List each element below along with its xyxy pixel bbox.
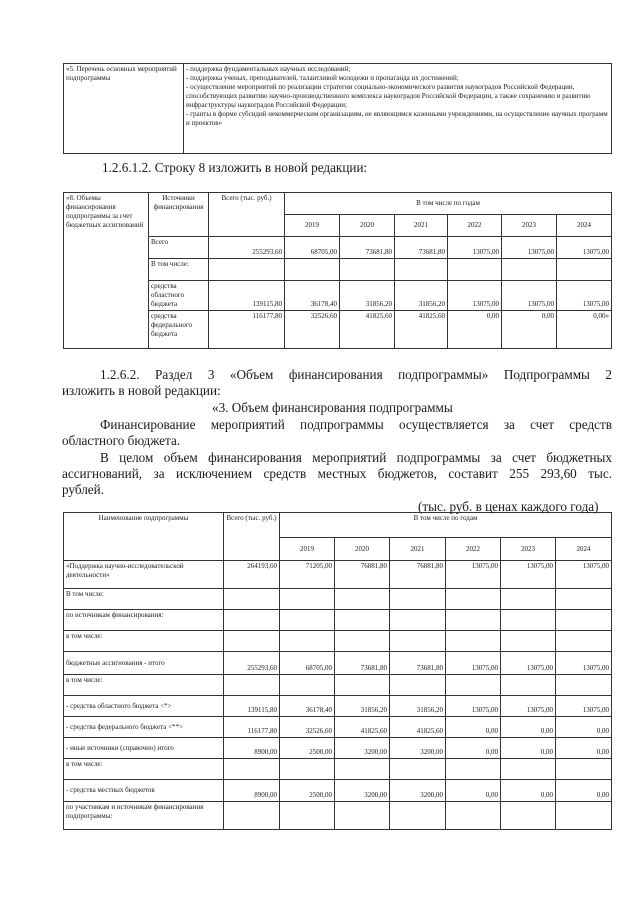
year-header: 2019 (280, 538, 335, 561)
cell-value: 0,00 (501, 780, 556, 802)
row-label: в том числе: (64, 759, 224, 780)
cell-value: 41825,60 (395, 311, 448, 349)
cell-total: 255293,60 (209, 237, 285, 259)
cell-value: 0,00 (556, 780, 612, 802)
year-header: 2021 (395, 215, 448, 237)
paragraph-1-2-6-1-2: 1.2.6.1.2. Строку 8 изложить в новой редакции: (102, 160, 368, 175)
cell-value: 0,00 (446, 717, 501, 738)
paragraph-financing-cont: областного бюджета. (62, 433, 181, 448)
row-label: Всего (149, 237, 209, 259)
table-row (64, 631, 612, 652)
cell-value: 0,00 (556, 738, 612, 759)
year-header: 2020 (335, 538, 390, 561)
year-header: 2022 (446, 538, 501, 561)
cell-value: 76881,80 (335, 561, 390, 589)
row-label: средства областного бюджета (149, 281, 209, 311)
col-header-years: В том числе по годам (285, 193, 612, 215)
cell-value: 73681,80 (395, 237, 448, 259)
row-label: В том числе: (149, 259, 209, 281)
row-label: - средства областного бюджета <*> (64, 696, 224, 717)
year-header: 2019 (285, 215, 340, 237)
cell-value: 3200,00 (335, 780, 390, 802)
cell-value: 3200,00 (390, 780, 446, 802)
cell-value: 76881,80 (390, 561, 446, 589)
cell-value: 0,00 (448, 311, 502, 349)
cell-value: 0,00 (501, 738, 556, 759)
cell-value: 31856,20 (390, 696, 446, 717)
paragraph-financing: Финансирование мероприятий подпрограммы осуществляется за счет средств (100, 417, 612, 432)
cell-value: 31856,20 (335, 696, 390, 717)
cell-value: 13075,00 (502, 281, 557, 311)
year-header: 2023 (501, 538, 556, 561)
cell-value: 3200,00 (335, 738, 390, 759)
row-label: бюджетные ассигнования - итого (64, 652, 224, 675)
cell-value: 41825,60 (340, 311, 395, 349)
cell-total: 8900,00 (224, 738, 280, 759)
year-header: 2024 (557, 215, 612, 237)
cell-total: 139115,80 (209, 281, 285, 311)
cell-value: 68705,00 (280, 652, 335, 675)
paragraph-1-2-6-2-cont: изложить в новой редакции: (62, 383, 221, 398)
table-financing-volumes (63, 192, 612, 349)
cell-total: 116177,80 (209, 311, 285, 349)
cell-value: 36178,40 (285, 281, 340, 311)
cell-value: 36178,40 (280, 696, 335, 717)
table-row (64, 717, 612, 738)
cell-value: 3200,00 (390, 738, 446, 759)
table-row (64, 589, 612, 610)
cell-value: 0,00 (446, 738, 501, 759)
cell-total: 8900,00 (224, 780, 280, 802)
activities-list: - поддержка фундаментальных научных исследований; - поддержка ученых, преподавателей, талантливой молодежи и пропаганда их достижений; - осуществление мероприятий по реализации стратегии социально-экономического развития наукоградов Российской Федерации, способствующих развитию научно-производственного комплекса наукоградов Российской Федерации, а также сохранению и развитию инфраструктуры наукоградов Российской Федерации; - гранты в форме субсидий некоммерческим организациям, не являющимся казенными учреждениями, на осуществление научных программ и проектов» (184, 64, 612, 154)
cell-value: 13075,00 (502, 237, 557, 259)
year-header: 2022 (448, 215, 502, 237)
cell-total: 116177,80 (224, 717, 280, 738)
col-header-years: В том числе по годам (280, 513, 612, 538)
year-header: 2023 (502, 215, 557, 237)
row-label: средства федерального бюджета (149, 311, 209, 349)
cell-value: 31856,20 (340, 281, 395, 311)
table-subprogram-financing (63, 512, 612, 830)
cell-value: 13075,00 (556, 652, 612, 675)
cell-value: 13075,00 (557, 281, 612, 311)
row-label: в том числе: (64, 631, 224, 652)
cell-value: 13075,00 (446, 652, 501, 675)
table-row (64, 675, 612, 696)
row-label: - иные источники (справочно) итого (64, 738, 224, 759)
cell-value: 2500,00 (280, 738, 335, 759)
cell-total: 139115,80 (224, 696, 280, 717)
year-header: 2020 (340, 215, 395, 237)
cell-value: 73681,80 (390, 652, 446, 675)
row-label: «8. Объемы финансирования подпрограммы за счет бюджетных ассигнований (64, 193, 149, 349)
cell-value: 13075,00 (556, 561, 612, 589)
table-row (64, 738, 612, 759)
row-label: «Поддержка научно-исследовательской деятельности» (64, 561, 224, 589)
row-label: - средства местных бюджетов (64, 780, 224, 802)
paragraph-total-end: рублей. (62, 482, 105, 497)
cell-value: 32526,60 (285, 311, 340, 349)
cell-value: 13075,00 (501, 652, 556, 675)
year-header: 2021 (390, 538, 446, 561)
table-row (64, 780, 612, 802)
table-main-activities (63, 63, 612, 154)
cell-value: 71205,00 (280, 561, 335, 589)
units-note: (тыс. руб. в ценах каждого года) (418, 499, 599, 514)
row-label: в том числе: (64, 675, 224, 696)
table-row (64, 652, 612, 675)
cell-total: 255293,60 (224, 652, 280, 675)
cell-value: 73681,80 (340, 237, 395, 259)
col-header-total: Всего (тыс. руб.) (209, 193, 285, 237)
table-row (64, 64, 612, 154)
cell-value: 0,00 (502, 311, 557, 349)
section-heading: «3. Объем финансирования подпрограммы (212, 400, 453, 415)
col-header-source: Источники финансирования (149, 193, 209, 237)
paragraph-1-2-6-2: 1.2.6.2. Раздел 3 «Объем финансирования подпрограммы» Подпрограммы 2 (100, 367, 612, 382)
cell-value: 13075,00 (501, 696, 556, 717)
col-header-name: Наименование подпрограммы (64, 513, 224, 561)
table-row (64, 759, 612, 780)
row-label: В том числе: (64, 589, 224, 610)
table-row (64, 802, 612, 830)
cell-value: 0,00 (501, 717, 556, 738)
cell-value: 0,00» (557, 311, 612, 349)
cell-value: 2500,00 (280, 780, 335, 802)
cell-value: 68705,00 (285, 237, 340, 259)
table-row (64, 561, 612, 589)
row-label: - средства федерального бюджета <**> (64, 717, 224, 738)
cell-value: 13075,00 (557, 237, 612, 259)
cell-value: 41825,60 (390, 717, 446, 738)
cell-value: 13075,00 (448, 281, 502, 311)
year-header: 2024 (556, 538, 612, 561)
col-header-total: Всего (тыс. руб.) (224, 513, 280, 561)
row-label: по участникам и источникам финансирования подпрограммы: (64, 802, 224, 830)
cell-value: 13075,00 (448, 237, 502, 259)
paragraph-total: В целом объем финансирования мероприятий подпрограммы за счет бюджетных (100, 450, 612, 465)
cell-value: 32526,60 (280, 717, 335, 738)
row-label: по источникам финансирования: (64, 610, 224, 631)
table-row (64, 610, 612, 631)
cell-value: 13075,00 (446, 561, 501, 589)
paragraph-total-cont: ассигнований, за исключением средств местных бюджетов, составит 255 293,60 тыс. (62, 466, 612, 481)
row-label: «5. Перечень основных мероприятий подпрограммы (64, 64, 184, 154)
cell-value: 41825,60 (335, 717, 390, 738)
cell-value: 13075,00 (556, 696, 612, 717)
cell-value: 0,00 (556, 717, 612, 738)
table-row (64, 696, 612, 717)
cell-value: 13075,00 (501, 561, 556, 589)
cell-value: 13075,00 (446, 696, 501, 717)
cell-value: 31856,20 (395, 281, 448, 311)
cell-total: 264193,60 (224, 561, 280, 589)
cell-value: 0,00 (446, 780, 501, 802)
cell-value: 73681,80 (335, 652, 390, 675)
